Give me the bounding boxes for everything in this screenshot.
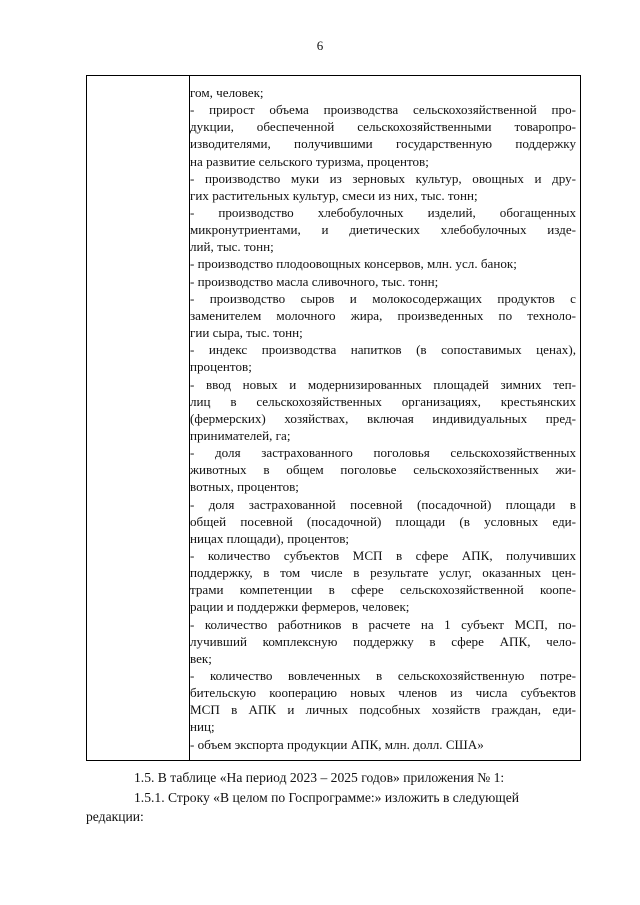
- table-text-line: - индекс производства напитков (в сопоставимых ценах),: [190, 342, 576, 358]
- amendment-paragraph-1-5-1: 1.5.1. Строку «В целом по Госпрограмме:» изложить в следующей: [134, 789, 520, 805]
- table-text-line: процентов;: [190, 359, 252, 375]
- table-text-line: МСП в АПК и личных подсобных хозяйств граждан, еди-: [190, 702, 576, 718]
- table-text-line: гих растительных культур, смеси из них, тыс. тонн;: [190, 187, 478, 203]
- table-text-line: - производство сыров и молокосодержащих продуктов с: [190, 290, 576, 306]
- table-text-line: - производство хлебобулочных изделий, обогащенных: [190, 205, 576, 221]
- table-text-line: - количество субъектов МСП в сфере АПК, получивших: [190, 547, 576, 563]
- table-text-line: (фермерских) хозяйствах, включая индивидуальных пред-: [190, 410, 576, 426]
- amendment-paragraph-1-5: 1.5. В таблице «На период 2023 – 2025 годов» приложения № 1:: [134, 770, 505, 785]
- table-text-line: ницах площади), процентов;: [190, 530, 350, 546]
- table-text-line: - производство плодоовощных консервов, млн. усл. банок;: [190, 256, 517, 272]
- table-text-line: век;: [190, 650, 212, 666]
- table-text-line: заменителем молочного жира, произведенных по техноло-: [190, 307, 576, 323]
- table-text-line: лий, тыс. тонн;: [190, 239, 274, 255]
- table-right-cell: [190, 84, 576, 753]
- table-text-line: ниц;: [190, 719, 215, 735]
- table-text-line: бительскую кооперацию новых членов из числа субъектов: [190, 685, 576, 701]
- table-text-line: гии сыра, тыс. тонн;: [190, 325, 303, 341]
- table-text-line: - количество вовлеченных в сельскохозяйственную потре-: [190, 667, 576, 683]
- table-text-line: - количество работников в расчете на 1 субъект МСП, по-: [190, 616, 576, 632]
- table-text-line: гом, человек;: [190, 85, 264, 100]
- table-text-line: общей посевной (посадочной) площади (в условных еди-: [190, 513, 576, 529]
- table-text-line: изводителями, получившими государственную поддержку: [190, 136, 576, 152]
- table-text-line: - объем экспорта продукции АПК, млн. долл. США»: [190, 736, 484, 752]
- amendment-text: [86, 768, 582, 827]
- table-left-cell: [87, 76, 190, 760]
- indicator-table: [86, 75, 581, 761]
- table-text-line: поддержку, в том числе в результате услуг, оказанных цен-: [190, 565, 576, 581]
- table-text-line: микронутриентами, и диетических хлебобулочных изде-: [190, 222, 576, 238]
- table-text-line: рации и поддержки фермеров, человек;: [190, 599, 410, 615]
- table-text-line: - производство масла сливочного, тыс. тонн;: [190, 273, 439, 289]
- table-text-line: - доля застрахованного поголовья сельскохозяйственных: [190, 445, 576, 461]
- table-text-line: вотных, процентов;: [190, 479, 299, 495]
- table-text-line: лучивший комплексную поддержку в сфере АПК, чело-: [190, 633, 576, 649]
- table-text-line: лиц в сельскохозяйственных организациях, крестьянских: [190, 393, 576, 409]
- amendment-paragraph-continuation: редакции:: [86, 809, 144, 824]
- table-text-line: - доля застрахованной посевной (посадочной) площади в: [190, 496, 576, 512]
- table-text-line: на развитие сельского туризма, процентов;: [190, 153, 429, 169]
- table-text-line: - ввод новых и модернизированных площадей зимних теп-: [190, 376, 576, 392]
- table-text-line: дукции, обеспеченной сельскохозяйственными товаропро-: [190, 119, 576, 135]
- table-text-line: животных в общем поголовье сельскохозяйственных жи-: [190, 462, 576, 478]
- table-text-line: - производство муки из зерновых культур, овощных и дру-: [190, 170, 576, 186]
- table-text-line: принимателей, га;: [190, 427, 291, 443]
- page-number: 6: [316, 38, 324, 53]
- table-text-line: - прирост объема производства сельскохозяйственной про-: [190, 102, 576, 118]
- table-text-line: трами компетенции в сфере сельскохозяйственной коопе-: [190, 582, 576, 598]
